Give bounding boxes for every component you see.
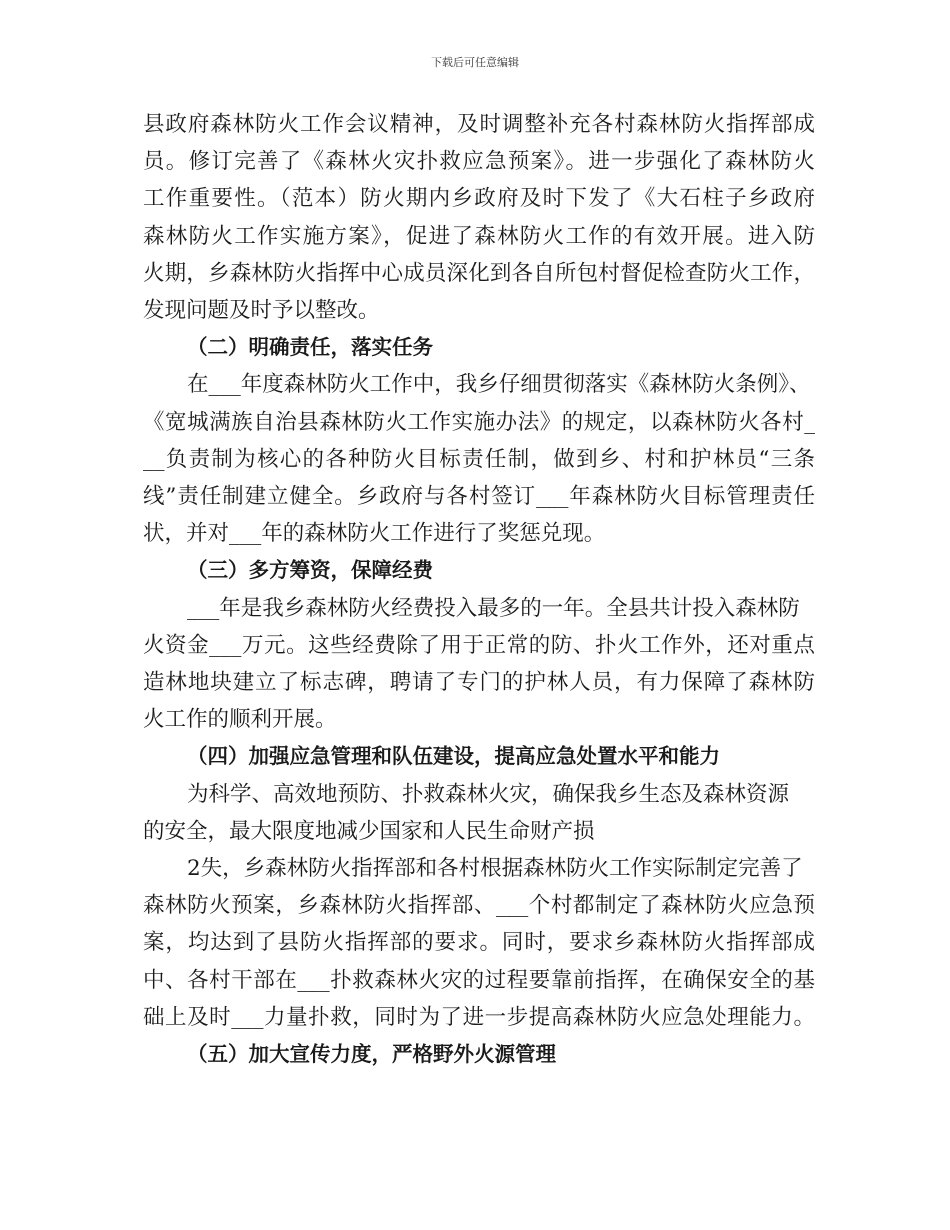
section-heading: （五）加大宣传力度，严格野外火源管理 <box>187 1042 556 1067</box>
section-heading: （四）加强应急管理和队伍建设，提高应急处置水平和能力 <box>187 744 720 769</box>
header-note: 下载后可任意编辑 <box>431 56 519 69</box>
paragraph-line: 线”责任制建立健全。乡政府与各村签订___年森林防火目标管理责任 <box>143 484 815 510</box>
paragraph-line: 在___年度森林防火工作中，我乡仔细贯彻落实《森林防火条例》、 <box>187 372 811 398</box>
paragraph-line: __负责制为核心的各种防火目标责任制，做到乡、村和护林员“三条 <box>143 446 815 472</box>
paragraph-line: 火期，乡森林防火指挥中心成员深化到各自所包村督促检查防火工作， <box>143 260 815 286</box>
paragraph-line: 中、各村干部在___扑救森林火灾的过程要靠前指挥，在确保安全的基 <box>143 967 815 993</box>
paragraph-line: ___年是我乡森林防火经费投入最多的一年。全县共计投入森林防 <box>187 595 800 621</box>
section-heading: （三）多方筹资，保障经费 <box>187 558 433 583</box>
paragraph-line: 造林地块建立了标志碑，聘请了专门的护林人员，有力保障了森林防 <box>143 670 815 696</box>
paragraph-line: 火工作的顺利开展。 <box>143 707 337 733</box>
paragraph-line: 2失，乡森林防火指挥部和各村根据森林防火工作实际制定完善了 <box>187 856 803 882</box>
paragraph-line: 的安全，最大限度地减少国家和人民生命财产损 <box>143 818 595 844</box>
paragraph-line: 为科学、高效地预防、扑救森林火灾，确保我乡生态及森林资源 <box>187 781 790 807</box>
paragraph-line: 森林防火预案，乡森林防火指挥部、___个村都制定了森林防火应急预 <box>143 893 815 919</box>
paragraph-line: 火资金___万元。这些经费除了用于正常的防、扑火工作外，还对重点 <box>143 632 815 658</box>
paragraph-line: 工作重要性。（范本）防火期内乡政府及时下发了《大石柱子乡政府 <box>143 186 815 212</box>
document-body <box>143 106 815 1073</box>
paragraph-line: 案，均达到了县防火指挥部的要求。同时，要求乡森林防火指挥部成 <box>143 930 815 956</box>
section-heading: （二）明确责任，落实任务 <box>187 335 433 360</box>
paragraph-line: 《宽城满族自治县森林防火工作实施办法》的规定，以森林防火各村_ <box>143 409 815 435</box>
paragraph-line: 员。修订完善了《森林火灾扑救应急预案》。进一步强化了森林防火 <box>143 149 815 175</box>
paragraph-line: 县政府森林防火工作会议精神，及时调整补充各村森林防火指挥部成 <box>143 112 815 137</box>
paragraph-line: 状，并对___年的森林防火工作进行了奖惩兑现。 <box>143 521 606 547</box>
paragraph-line: 森林防火工作实施方案》，促进了森林防火工作的有效开展。进入防 <box>143 223 815 249</box>
paragraph-line: 发现问题及时予以整改。 <box>143 298 380 324</box>
paragraph-line: 础上及时___力量扑救，同时为了进一步提高森林防火应急处理能力。 <box>143 1004 815 1030</box>
